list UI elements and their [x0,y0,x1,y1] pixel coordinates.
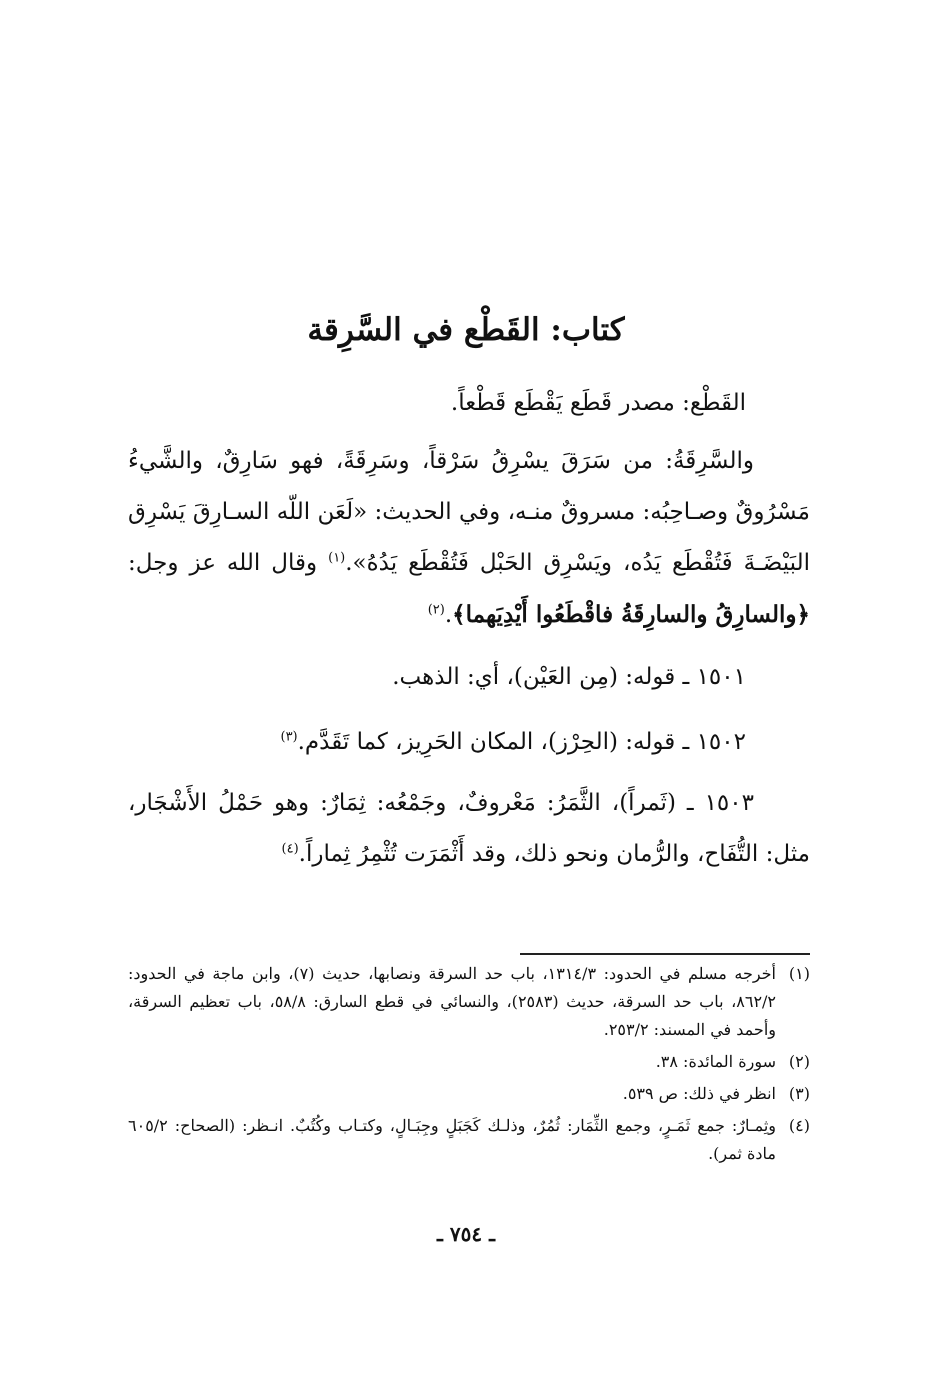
footnotes [128,960,810,1172]
footnote-ref-3: (٣) [280,729,298,745]
footnote-text: وثِمـارٌ: جمع ثَمَـرٍ، وجمع الثِّمَار: ثُمُرٌ، وذلـك كَجَبَلٍ وجِبَـالٍ، وكتـاب وكُتُبٌ. انـظر: (الصحاح: ٦٠٥/٢ مادة ثمر). [128,1116,776,1163]
footnote-number: (١) [788,964,810,983]
quran-verse: ﴿والسارِقُ والسارِقَةُ فاقْطَعُوا أَيْدِيَهما﴾ [452,601,810,628]
page-number: ـ ٧٥٤ ـ [437,1222,495,1246]
paragraph-qat-text: القَطْع: مصدر قَطَع يَقْطَع قَطْعاً. [450,390,746,416]
footnote-text: انظر في ذلك: ص ٥٣٩. [622,1084,776,1103]
footnote-ref-4: (٤) [281,841,299,857]
entry-1501 [126,652,746,703]
entry-1501-text: ١٥٠١ ـ قوله: (مِن العَيْن)، أي: الذهب. [392,664,746,690]
footnote-4 [128,1112,810,1168]
footnote-1 [128,960,810,1044]
footnote-number: (٣) [788,1084,810,1103]
footnote-text: أخرجه مسلم في الحدود: ١٣١٤/٣، باب حد السرقة ونصابها، حديث (٧)، وابن ماجة في الحدود: ٨٦٢/٢، باب حد السرقة، حديث (٢٥٨٣)، والنسائي في قطع السارق: ٥٨/٨، باب تعظيم السرقة، وأحمد في المسند: ٢٥٣/٢. [128,964,777,1039]
footnote-separator [520,953,810,955]
paragraph-sariqa-text: والسَّرِقَةُ: من سَرَقَ يسْرِقُ سَرْقاً، وسَرِقَةً، فهو سَارِقٌ، والشَّيءُ مَسْرُوقٌ وصـاحِبُه: مسروقٌ منـه، وفي الحديث: «لَعَن اللّه السـارِقَ يَسْرِق البَيْضَـةَ فَتُقْطَع يَدُه، ويَسْرِق الحَبْل فَتُقْطَع يَدُهُ». [128,448,810,576]
footnote-number: (٢) [788,1052,810,1071]
footnote-ref-1: (١) [328,550,346,566]
entry-1502 [126,717,746,768]
paragraph-sariqa-mid: وقال الله عز وجل: [128,550,329,576]
footnote-2 [128,1048,810,1076]
paragraph-qat [146,378,746,429]
footnote-3 [128,1080,810,1108]
entry-1502-text: ١٥٠٢ ـ قوله: (الحِرْز)، المكان الحَرِيز، كما تَقَدَّم. [297,729,746,755]
paragraph-sariqa-end: . [444,602,453,628]
entry-1503-text: ١٥٠٣ ـ (ثَمراً)، الثَّمَرُ: مَعْروفٌ، وجَمْعُه: ثِمَارٌ: وهو حَمْلُ الأَشْجَار، مثل: التُّفَاح، والرُّمان ونحو ذلك، وقد أَثْمَرَت تُثْمِرُ ثِماراً. [128,790,810,867]
chapter-title: كتاب: القَطْع في السَّرِقة [307,312,625,348]
footnote-text: سورة المائدة: ٣٨. [655,1052,776,1071]
footnote-number: (٤) [788,1116,810,1135]
entry-1503 [128,778,810,880]
paragraph-sariqa [128,436,810,641]
footnote-ref-2: (٢) [427,602,445,618]
